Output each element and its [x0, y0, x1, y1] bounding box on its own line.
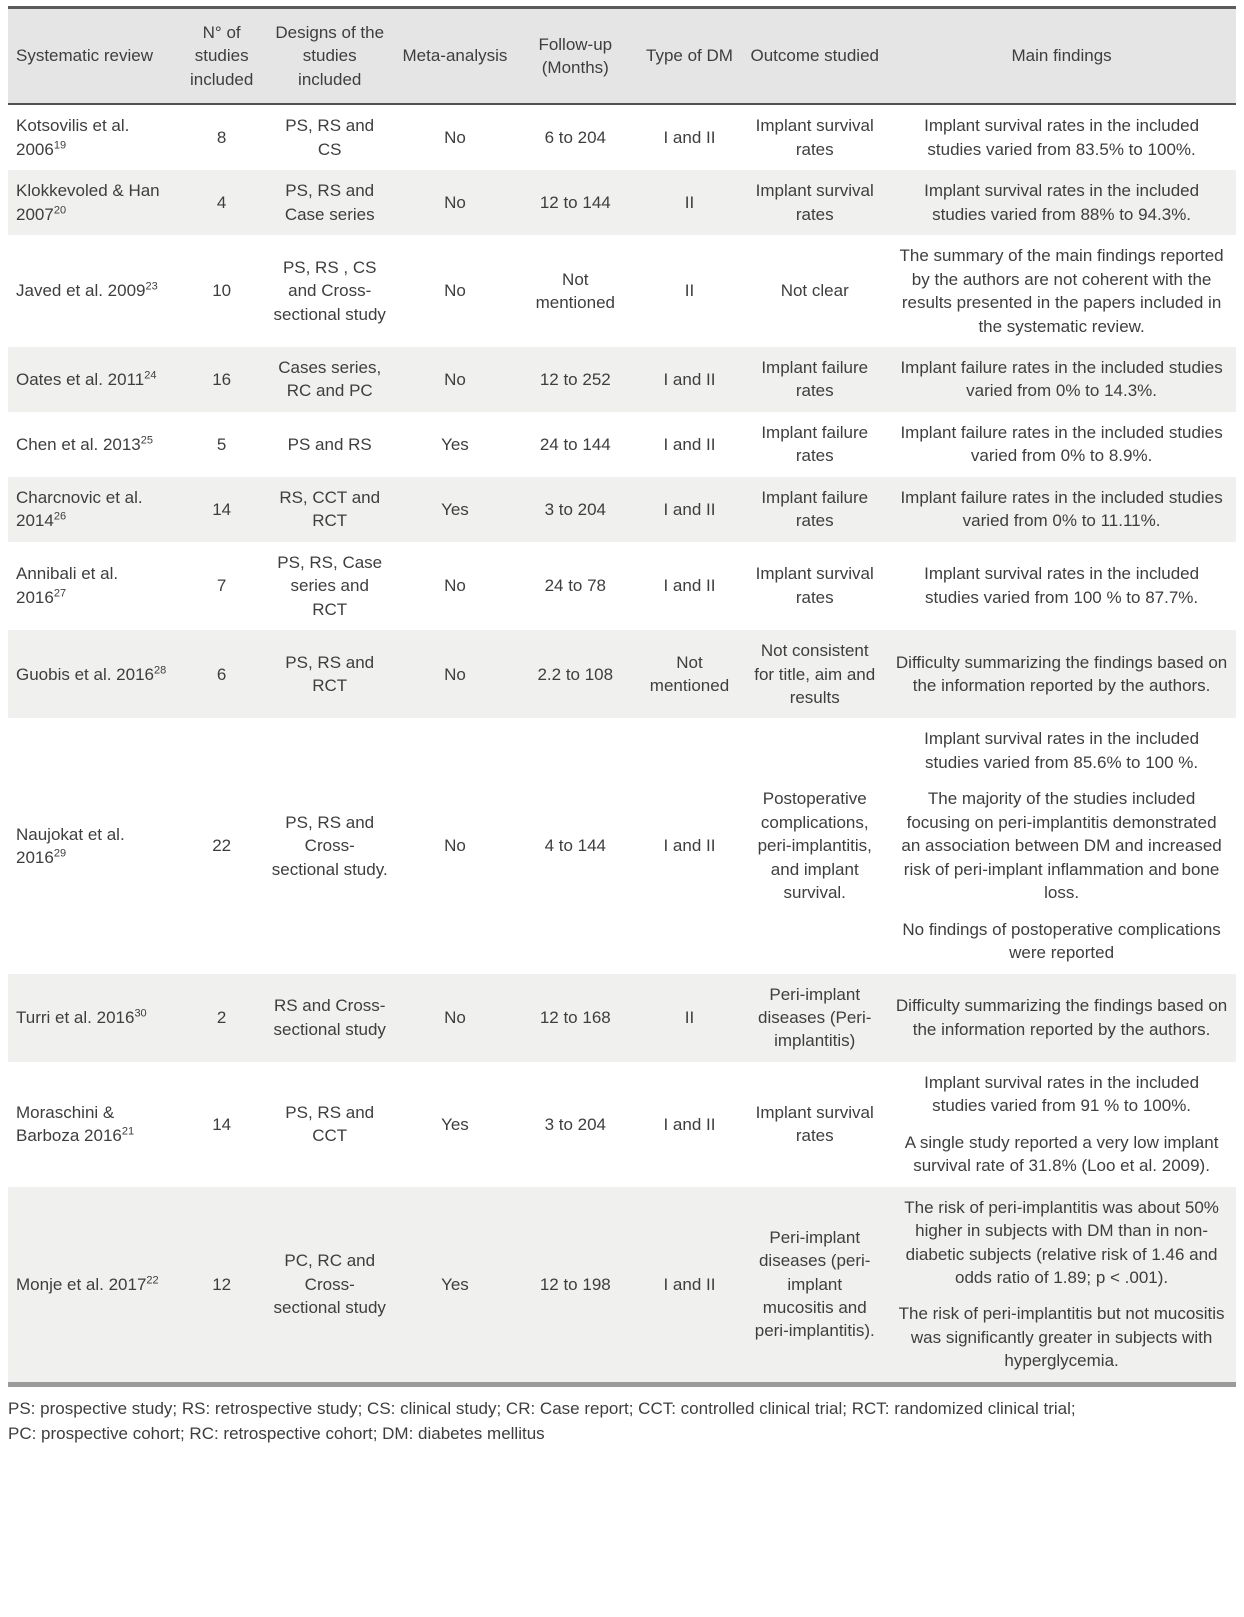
main-findings-cell [887, 412, 1236, 477]
table-row [8, 718, 1236, 973]
meta-analysis-cell: No [396, 630, 514, 718]
reference-superscript: 22 [146, 1273, 159, 1286]
col-header-meta-analysis: Meta-analysis [396, 8, 514, 105]
follow-up-cell: 12 to 144 [514, 170, 637, 235]
review-citation: Javed et al. 2009 [16, 281, 146, 301]
finding-paragraph: The majority of the studies included focusing on peri-implantitis demonstrated an association between DM and increased risk of peri-implant inflammation and bone loss. [901, 789, 1222, 903]
reference-superscript: 30 [134, 1007, 147, 1020]
n-studies-cell: 16 [180, 347, 264, 412]
review-cell [8, 542, 180, 630]
finding-paragraph: Implant failure rates in the included studies varied from 0% to 8.9%. [900, 422, 1223, 466]
review-citation: Klokkevoled & Han 2007 [16, 181, 160, 224]
n-studies-cell: 7 [180, 542, 264, 630]
table-header [8, 8, 1236, 105]
designs-cell: PS, RS and CCT [263, 1062, 396, 1187]
reference-superscript: 19 [53, 139, 67, 152]
reference-superscript: 24 [144, 369, 157, 382]
outcome-cell: Implant survival rates [742, 542, 887, 630]
review-cell [8, 1187, 180, 1385]
follow-up-cell: 6 to 204 [514, 104, 637, 170]
outcome-cell: Not consistent for title, aim and results [742, 630, 887, 718]
designs-cell: PS, RS, Case series and RCT [263, 542, 396, 630]
table-row [8, 542, 1236, 630]
type-dm-cell: I and II [637, 412, 743, 477]
meta-analysis-cell: No [396, 170, 514, 235]
finding-paragraph: Difficulty summarizing the findings based on the information reported by the authors. [895, 652, 1228, 696]
outcome-cell: Implant failure rates [742, 412, 887, 477]
table-row [8, 1062, 1236, 1187]
n-studies-cell: 8 [180, 104, 264, 170]
meta-analysis-cell: No [396, 235, 514, 347]
follow-up-cell: Not mentioned [514, 235, 637, 347]
finding-paragraph: Difficulty summarizing the findings based on the information reported by the authors. [895, 996, 1228, 1039]
type-dm-cell: I and II [637, 542, 743, 630]
review-cell [8, 718, 180, 973]
type-dm-cell: Not mentioned [637, 630, 743, 718]
type-dm-cell: I and II [637, 104, 743, 170]
meta-analysis-cell: Yes [396, 477, 514, 542]
main-findings-cell [887, 630, 1236, 718]
finding-paragraph: The risk of peri-implantitis was about 50% higher in subjects with DM than in non-diabetic subjects (relative risk of 1.46 and odds ratio of 1.89; p < .001). [904, 1197, 1219, 1288]
designs-cell: RS and Cross-sectional study [263, 974, 396, 1062]
table-row [8, 104, 1236, 170]
main-findings-cell [887, 477, 1236, 542]
col-header-follow-up: Follow-up (Months) [514, 8, 637, 105]
type-dm-cell: I and II [637, 477, 743, 542]
review-cell [8, 630, 180, 718]
col-header-main-findings: Main findings [887, 8, 1236, 105]
finding-paragraph: A single study reported a very low implant survival rate of 31.8% (Loo et al. 2009). [904, 1132, 1219, 1176]
review-cell [8, 347, 180, 412]
designs-cell: PS, RS and RCT [263, 630, 396, 718]
designs-cell: PS, RS and CS [263, 104, 396, 170]
table-row [8, 347, 1236, 412]
header-row [8, 8, 1236, 105]
type-dm-cell: I and II [637, 1062, 743, 1187]
outcome-cell: Implant failure rates [742, 477, 887, 542]
main-findings-cell [887, 170, 1236, 235]
n-studies-cell: 10 [180, 235, 264, 347]
finding-paragraph: Implant survival rates in the included studies varied from 83.5% to 100%. [924, 116, 1200, 159]
follow-up-cell: 24 to 78 [514, 542, 637, 630]
outcome-cell: Postoperative complications, peri-implantitis, and implant survival. [742, 718, 887, 973]
review-cell [8, 412, 180, 477]
footnote-line-2: PC: prospective cohort; RC: retrospective cohort; DM: diabetes mellitus [8, 1424, 545, 1444]
designs-cell: PS, RS , CS and Cross-sectional study [263, 235, 396, 347]
designs-cell: RS, CCT and RCT [263, 477, 396, 542]
follow-up-cell: 12 to 252 [514, 347, 637, 412]
outcome-cell: Peri-implant diseases (Peri-implantitis) [742, 974, 887, 1062]
col-header-designs: Designs of the studies included [263, 8, 396, 105]
reference-superscript: 23 [145, 280, 158, 293]
meta-analysis-cell: No [396, 104, 514, 170]
meta-analysis-cell: Yes [396, 1062, 514, 1187]
main-findings-cell [887, 235, 1236, 347]
main-findings-cell [887, 347, 1236, 412]
review-citation: Moraschini & Barboza 2016 [16, 1102, 122, 1146]
type-dm-cell: I and II [637, 347, 743, 412]
n-studies-cell: 5 [180, 412, 264, 477]
follow-up-cell: 24 to 144 [514, 412, 637, 477]
outcome-cell: Not clear [742, 235, 887, 347]
review-citation: Guobis et al. 2016 [16, 664, 154, 684]
review-cell [8, 104, 180, 170]
table-row [8, 1187, 1236, 1385]
review-cell [8, 974, 180, 1062]
review-cell [8, 1062, 180, 1187]
table-row [8, 477, 1236, 542]
finding-paragraph: Implant survival rates in the included studies varied from 85.6% to 100 %. [924, 729, 1200, 772]
meta-analysis-cell: No [396, 718, 514, 973]
finding-paragraph: The summary of the main findings reported by the authors are not coherent with the results presented in the papers included in the systematic review. [899, 246, 1224, 336]
type-dm-cell: II [637, 170, 743, 235]
col-header-systematic-review: Systematic review [8, 8, 180, 105]
reference-superscript: 28 [153, 663, 167, 676]
follow-up-cell: 3 to 204 [514, 477, 637, 542]
n-studies-cell: 14 [180, 1062, 264, 1187]
table-row [8, 974, 1236, 1062]
table-body [8, 104, 1236, 1384]
meta-analysis-cell: Yes [396, 1187, 514, 1385]
outcome-cell: Implant survival rates [742, 104, 887, 170]
n-studies-cell: 4 [180, 170, 264, 235]
n-studies-cell: 22 [180, 718, 264, 973]
meta-analysis-cell: No [396, 542, 514, 630]
type-dm-cell: II [637, 974, 743, 1062]
col-header-outcome-studied: Outcome studied [742, 8, 887, 105]
designs-cell: PS, RS and Cross-sectional study. [263, 718, 396, 973]
follow-up-cell: 2.2 to 108 [514, 630, 637, 718]
table-row [8, 235, 1236, 347]
designs-cell: PS, RS and Case series [263, 170, 396, 235]
n-studies-cell: 14 [180, 477, 264, 542]
col-header-n-studies: N° of studies included [180, 8, 264, 105]
designs-cell: Cases series, RC and PC [263, 347, 396, 412]
main-findings-cell [887, 1187, 1236, 1385]
main-findings-cell [887, 1062, 1236, 1187]
col-header-type-of-dm: Type of DM [637, 8, 743, 105]
reference-superscript: 21 [121, 1125, 135, 1138]
type-dm-cell: I and II [637, 1187, 743, 1385]
n-studies-cell: 12 [180, 1187, 264, 1385]
finding-paragraph: Implant failure rates in the included studies varied from 0% to 11.11%. [900, 487, 1223, 531]
table-row [8, 630, 1236, 718]
follow-up-cell: 3 to 204 [514, 1062, 637, 1187]
review-citation: Oates et al. 2011 [16, 369, 145, 389]
meta-analysis-cell: No [396, 974, 514, 1062]
outcome-cell: Peri-implant diseases (peri-implant mucositis and peri-implantitis). [742, 1187, 887, 1385]
reference-superscript: 27 [53, 587, 67, 600]
reference-superscript: 25 [140, 433, 154, 446]
reference-superscript: 20 [53, 204, 67, 217]
designs-cell: PC, RC and Cross-sectional study [263, 1187, 396, 1385]
main-findings-cell [887, 104, 1236, 170]
systematic-reviews-table [8, 6, 1236, 1387]
review-cell [8, 477, 180, 542]
reference-superscript: 29 [53, 847, 67, 860]
review-citation: Monje et al. 2017 [16, 1274, 147, 1294]
outcome-cell: Implant survival rates [742, 170, 887, 235]
table-row [8, 412, 1236, 477]
designs-cell: PS and RS [263, 412, 396, 477]
review-citation: Kotsovilis et al. 2006 [16, 116, 130, 159]
meta-analysis-cell: Yes [396, 412, 514, 477]
finding-paragraph: Implant survival rates in the included studies varied from 88% to 94.3%. [924, 181, 1200, 224]
abbreviations-footnote [8, 1387, 1236, 1459]
review-cell [8, 170, 180, 235]
outcome-cell: Implant failure rates [742, 347, 887, 412]
review-citation: Chen et al. 2013 [16, 434, 141, 454]
n-studies-cell: 6 [180, 630, 264, 718]
main-findings-cell [887, 718, 1236, 973]
follow-up-cell: 12 to 198 [514, 1187, 637, 1385]
main-findings-cell [887, 974, 1236, 1062]
footnote-line-1: PS: prospective study; RS: retrospective study; CS: clinical study; CR: Case report; CCT: controlled clinical trial; RCT: randomized clinical trial; [8, 1398, 1076, 1418]
review-citation: Turri et al. 2016 [16, 1007, 135, 1027]
review-citation: Annibali et al. 2016 [16, 564, 119, 607]
type-dm-cell: I and II [637, 718, 743, 973]
table-row [8, 170, 1236, 235]
review-citation: Charcnovic et al. 2014 [16, 487, 143, 531]
outcome-cell: Implant survival rates [742, 1062, 887, 1187]
follow-up-cell: 12 to 168 [514, 974, 637, 1062]
n-studies-cell: 2 [180, 974, 264, 1062]
finding-paragraph: The risk of peri-implantitis but not mucositis was significantly greater in subjects with hyperglycemia. [898, 1304, 1225, 1371]
finding-paragraph: Implant failure rates in the included studies varied from 0% to 14.3%. [900, 357, 1223, 401]
review-citation: Naujokat et al. 2016 [16, 824, 125, 867]
meta-analysis-cell: No [396, 347, 514, 412]
follow-up-cell: 4 to 144 [514, 718, 637, 973]
main-findings-cell [887, 542, 1236, 630]
review-cell [8, 235, 180, 347]
reference-superscript: 26 [53, 510, 67, 523]
type-dm-cell: II [637, 235, 743, 347]
finding-paragraph: Implant survival rates in the included studies varied from 100 % to 87.7%. [924, 564, 1200, 607]
finding-paragraph: Implant survival rates in the included studies varied from 91 % to 100%. [924, 1072, 1200, 1116]
finding-paragraph: No findings of postoperative complications were reported [902, 919, 1221, 963]
